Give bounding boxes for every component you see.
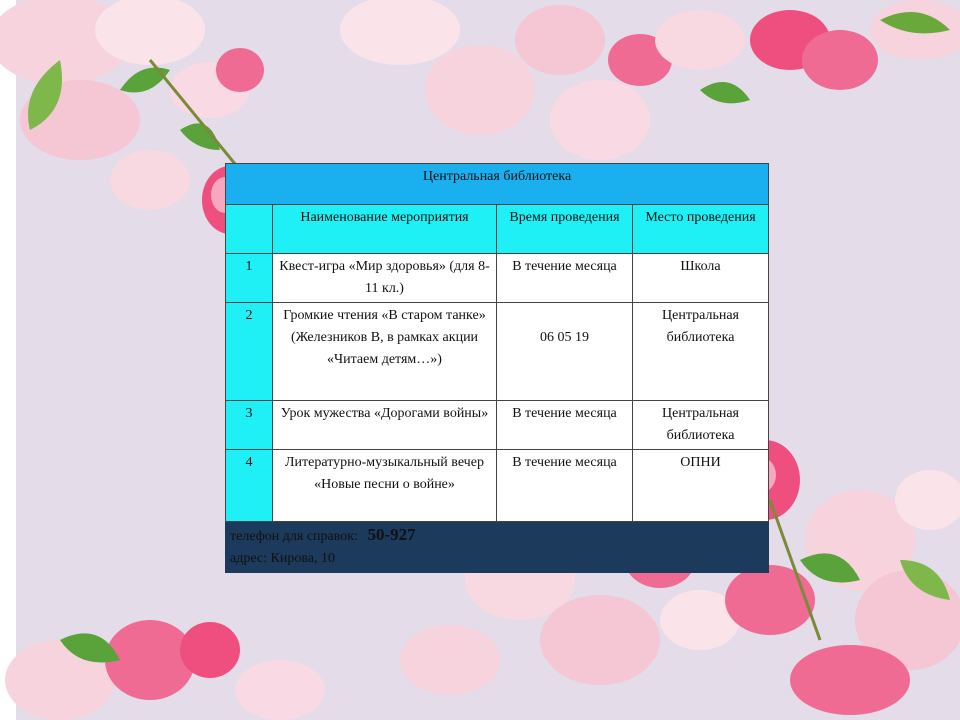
row-event: Литературно-музыкальный вечер «Новые песни о войне» [273, 450, 497, 522]
blossom-cluster-bottom-left [5, 620, 325, 720]
header-event: Наименование мероприятия [273, 205, 497, 254]
row-number: 4 [226, 450, 273, 522]
row-time: В течение месяца [497, 254, 633, 303]
row-number: 1 [226, 254, 273, 303]
table-title: Центральная библиотека [226, 164, 769, 205]
row-place: Школа [633, 254, 769, 303]
address-line [230, 548, 764, 570]
row-time: 06 05 19 [497, 303, 633, 401]
phone-line [230, 524, 764, 548]
row-time: В течение месяца [497, 450, 633, 522]
table-row [226, 401, 769, 450]
contact-row [226, 522, 769, 573]
phone-number: 50-927 [367, 525, 416, 544]
address-value: Кирова, 10 [270, 551, 335, 566]
address-label: адрес: [230, 551, 268, 566]
table-row [226, 303, 769, 401]
row-time: В течение месяца [497, 401, 633, 450]
row-place: ОПНИ [633, 450, 769, 522]
row-number: 3 [226, 401, 273, 450]
row-event: Громкие чтения «В старом танке» (Железников В, в рамках акции «Читаем детям…») [273, 303, 497, 401]
row-place: Центральная библиотека [633, 401, 769, 450]
table-row [226, 254, 769, 303]
header-time: Время проведения [497, 205, 633, 254]
phone-label: телефон для справок: [230, 529, 358, 544]
blossom-cluster-top-left [0, 0, 258, 234]
row-number: 2 [226, 303, 273, 401]
table-header-row [226, 205, 769, 254]
contact-info [226, 522, 769, 573]
row-place: Центральная библиотека [633, 303, 769, 401]
events-table-container [225, 163, 768, 573]
row-event: Урок мужества «Дорогами войны» [273, 401, 497, 450]
table-row [226, 450, 769, 522]
events-table [225, 163, 769, 573]
row-event: Квест-игра «Мир здоровья» (для 8-11 кл.) [273, 254, 497, 303]
header-place: Место проведения [633, 205, 769, 254]
header-number [226, 205, 273, 254]
blossom-cluster-top-right [216, 0, 960, 160]
table-title-row [226, 164, 769, 205]
